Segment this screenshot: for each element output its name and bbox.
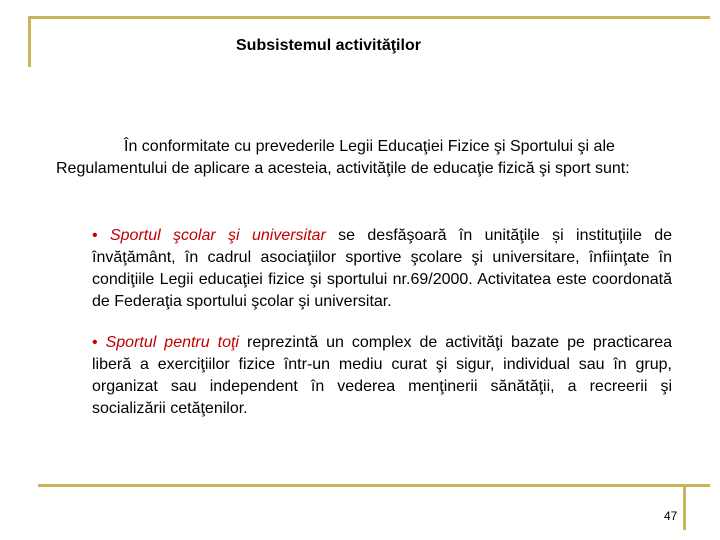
frame-top-line [30, 16, 710, 19]
bullet-item-sport-for-all [92, 332, 672, 420]
bullet-marker: • [92, 227, 98, 244]
bullet-text: reprezintă un complex de activităţi bazate pe practicarea liberă a exerciţiilor fizice într-un mediu curat şi sigur, individual sau în grup, organizat sau independent în vederea menţinerii sănătăţii, a recreerii şi socializării cetăţenilor. [92, 334, 673, 417]
frame-left-line [28, 16, 31, 67]
bullet-text: se desfăşoară în unităţile și instituţiile de învăţământ, în cadrul asociaţiilor sportive şcolare şi universitare, înfiinţate în condiţiile Legii educaţiei fizice şi sportului nr.69/2000. Activitatea este coordonată de Federaţia sportului şcolar şi universitar. [92, 227, 672, 310]
bullet-marker: • [92, 334, 98, 351]
bullet-item-school-sport [92, 225, 672, 313]
bullet-term: Sportul şcolar şi universitar [109, 227, 326, 244]
slide-title: Subsistemul activităţilor [236, 37, 421, 54]
frame-right-line [683, 484, 686, 530]
bullet-term: Sportul pentru toţi [105, 334, 239, 351]
frame-bottom-line [38, 484, 710, 487]
intro-paragraph: În conformitate cu prevederile Legii Educaţiei Fizice şi Sportului şi ale Regulamentului de aplicare a acesteia, activităţile de educaţie fizică şi sport sunt: [56, 138, 630, 177]
page-number: 47 [664, 509, 678, 523]
